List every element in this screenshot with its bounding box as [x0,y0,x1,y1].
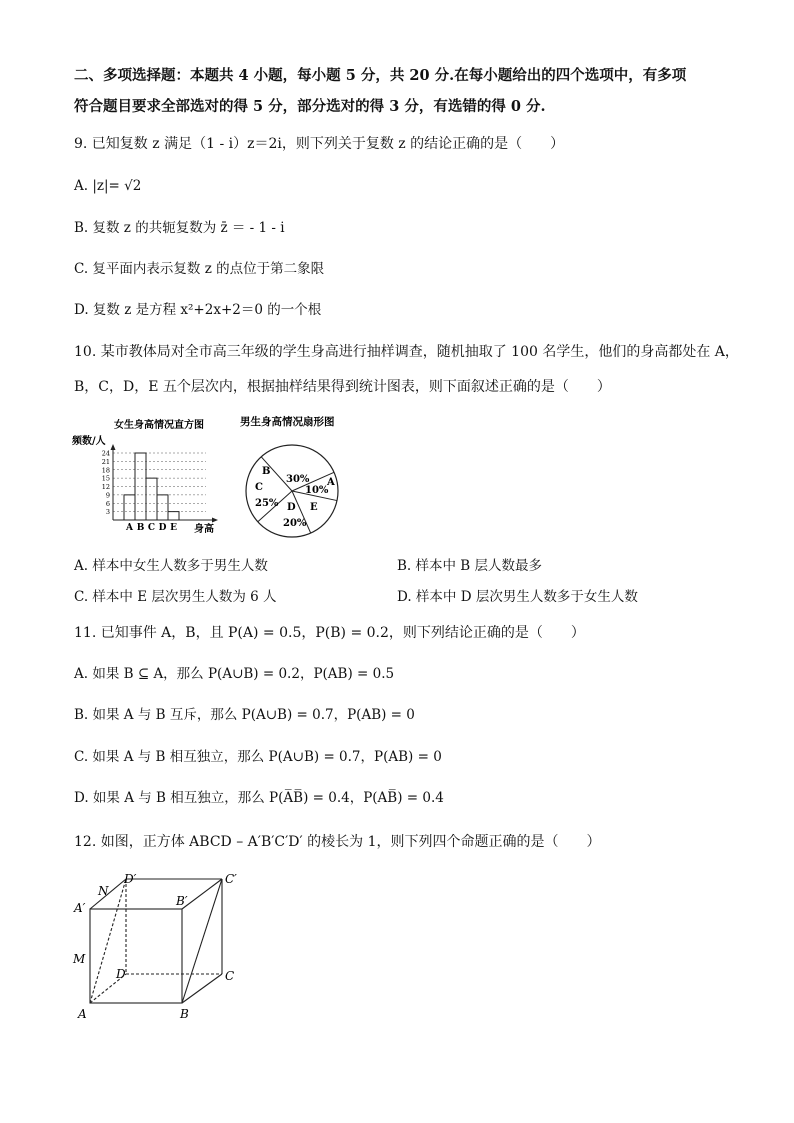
q9-option-c: C. 复平面内表示复数 z 的点位于第二象限 [74,261,325,277]
cube-front-face [90,909,182,1003]
q9-option-d: D. 复数 z 是方程 x²+2x+2＝0 的一个根 [74,302,322,318]
pie-label-c: C [255,482,263,493]
histogram-bar [135,453,146,520]
q11-option-d: D. 如果 A 与 B 相互独立，那么 P(A̅B̅) = 0.4，P(AB̅) = 0.4 [74,790,444,806]
q11-option-c: C. 如果 A 与 B 相互独立，那么 P(A∪B) = 0.7，P(AB) = 0 [74,749,442,765]
diagonal-b-c1 [182,879,222,1003]
q10-stem-line2: B，C，D，E 五个层次内，根据抽样结果得到统计图表，则下面叙述正确的是（ ） [74,379,611,395]
histogram-ytick-label: 21 [101,457,110,466]
q9-option-a: A. |z|= √2 [74,178,142,194]
pie-label-d: D [287,502,296,513]
boys-height-pie-chart [234,412,364,540]
section-header-line2: 符合题目要求全部选对的得 5 分，部分选对的得 3 分，有选错的得 0 分. [74,98,546,115]
pie-label-a: A [327,477,335,488]
histogram-bar [157,495,168,520]
q10-stem-line1: 10. 某市教体局对全市高三年级的学生身高进行抽样调查，随机抽取了 100 名学生，他们的身高都处在 A， [74,344,739,360]
q12-stem: 12. 如图，正方体 ABCD – A′B′C′D′ 的棱长为 1，则下列四个命题正确的是（ ） [74,834,601,850]
q11-option-a: A. 如果 B ⊆ A，那么 P(A∪B) = 0.2，P(AB) = 0.5 [74,666,395,682]
histogram-xtick-label: A [126,523,133,533]
histogram-ytick-label: 18 [101,466,110,475]
pie-label-c-value: 25% [255,498,279,509]
pie-label-e: E [310,502,318,513]
cube-figure [70,868,250,1026]
histogram-y-arrow [111,444,116,450]
histogram-ytick-label: 9 [105,491,110,500]
histogram-x-arrow [212,518,218,523]
edge-b1-c1 [182,879,222,909]
vertex-d-prime: D′ [124,872,137,886]
histogram-xtick-label: D [158,523,167,533]
histogram-gridlines [113,453,206,512]
vertex-a: A [78,1007,87,1021]
vertex-b-prime: B′ [176,894,188,908]
histogram-xtick-label: C [147,523,156,533]
pie-label-b: B [262,466,271,477]
histogram-ytick-label: 3 [105,508,110,517]
histogram-ytick-label: 24 [101,449,110,458]
q11-option-b: B. 如果 A 与 B 互斥，那么 P(A∪B) = 0.7，P(AB) = 0 [74,707,415,723]
vertex-b: B [180,1007,189,1021]
girls-height-histogram [72,412,232,540]
vertex-d: D [116,967,126,981]
q11-stem: 11. 已知事件 A，B，且 P(A) = 0.5，P(B) = 0.2，则下列结论正确的是（ ） [74,625,585,641]
histogram-xtick-label: E [170,523,177,533]
histogram-bar [168,512,179,520]
histogram-ytick-label: 15 [101,474,110,483]
pie-label-a-value: 10% [305,485,329,496]
q9-stem: 9. 已知复数 z 满足（1 - i）z＝2i，则下列关于复数 z 的结论正确的是（ ） [74,136,565,152]
vertex-c-prime: C′ [225,872,237,886]
q10-option-b: B. 样本中 B 层人数最多 [397,558,543,574]
pie-title: 男生身高情况扇形图 [240,416,335,428]
section-header-line1: 二、多项选择题：本题共 4 小题，每小题 5 分，共 20 分.在每小题给出的四个选项中，有多项 [74,67,687,84]
q10-option-a: A. 样本中女生人数多于男生人数 [74,558,268,574]
edge-b-c [182,974,222,1003]
histogram-ytick-label: 6 [105,499,110,508]
histogram-xlabel: 身高 [194,524,214,535]
histogram-title: 女生身高情况直方图 [114,420,204,431]
histogram-bar [124,495,135,520]
vertex-n: N [98,884,109,898]
histogram-ylabel: 频数/人 [72,436,106,447]
pie-label-b-value: 30% [286,474,310,485]
q10-option-d: D. 样本中 D 层次男生人数多于女生人数 [397,589,638,605]
vertex-a-prime: A′ [74,901,86,915]
histogram-y-ticks [102,450,110,517]
pie-label-d-value: 20% [283,518,307,529]
vertex-c: C [225,969,235,983]
histogram-bar [146,478,157,520]
histogram-ytick-label: 12 [101,483,110,491]
q9-option-b: B. 复数 z 的共轭复数为 z̄ ＝ - 1 - i [74,220,285,236]
q10-option-c: C. 样本中 E 层次男生人数为 6 人 [74,589,277,605]
histogram-x-ticks [125,523,177,533]
vertex-m: M [73,952,86,966]
histogram-xtick-label: B [136,523,145,533]
